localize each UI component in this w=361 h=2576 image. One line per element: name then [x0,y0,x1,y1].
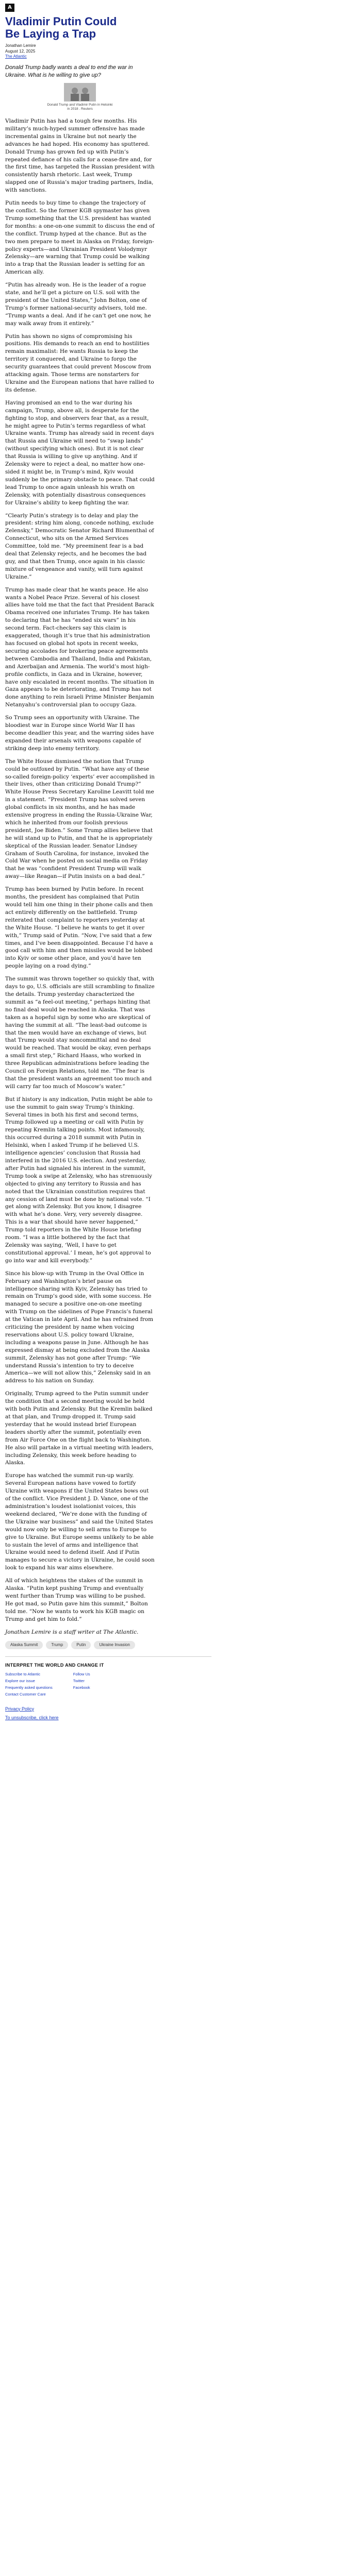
paragraph: Vladimir Putin has had a tough few months. His military’s much-hyped summer offensive has made incremental gains in Ukraine but not nearly the advances he had hoped. His economy has sputtered. Donald Trump has grown fed up with Putin’s repeated defiance of his calls for a cease-fire and, for the first time, has targeted the Russian president with consistently harsh rhetoric. Last week, Trump slapped one of Russia’s major trading partners, India, with sanctions. [5,118,155,194]
paragraph: All of which heightens the stakes of the summit in Alaska. “Putin kept pushing Trump and eventually went further than Trump was willing to be pushed. He got mad, so Putin gave him this summit,” Bolton told me. “Now he wants to work his KGB magic on Trump and get him to fold.” [5,1578,148,1622]
author-note: Jonathan Lemire is a staff writer at The Atlantic. [5,1629,139,1635]
photo-placeholder-icon [64,83,95,101]
byline [5,43,356,59]
tag-chip[interactable]: Alaska Summit [5,1641,43,1649]
privacy-policy-link[interactable]: Privacy Policy [5,1706,35,1711]
legal-links [5,1706,356,1721]
paragraph: Since his blow-up with Trump in the Oval Office in February and Washington’s brief pause on intelligence sharing with Kyiv, Zelensky has tried to remain on Trump’s good side, with some success. He managed to secure a positive one-on-one meeting with Trump on the sidelines of Pope Francis’s funeral at the Vatican in late April. And he has refrained from criticizing the president by name when voicing reservations about U.S. policy toward Ukraine, including a weapons pause in June. Although he has expressed dismay at being excluded from the Alaska summit, Zelensky has not gone after Trump: “We understand Russia’s intention to try to deceive America—we will not allow this,” Zelensky said in an address to his nation on Sunday. [5,1270,154,1384]
article-subhead: Donald Trump badly wants a deal to end the war in Ukraine. What is he willing to give up? [5,64,133,79]
hero-image [64,83,96,101]
unsubscribe-link[interactable]: To unsubscribe, click here [5,1715,59,1720]
paragraph: “Clearly Putin’s strategy is to delay and play the president: string him along, concede nothing, exclude Zelensky,” Democratic Senator Richard Blumenthal of Connecticut, who sits on the Armed Services Committee, told me. “My preeminent fear is a bad deal that Zelensky rejects, and he becomes the bad guy, and that then Trump, once again in his classic mixture of vengeance and vanity, will turn against Ukraine.” [5,512,154,580]
paragraph: Trump has been burned by Putin before. In recent months, the president has complained that Putin would tell him one thing in their phone calls and then act entirely differently on the battlefield. Trump reiterated that complaint to reporters yesterday at the White House. “I believe he wants to get it over with,” Trump said of Putin. “Now, I’ve said that a few times, and I’ve been disappointed. Because I’d have a good call with him and then missiles would be lobbed into Kyiv or some other place, and you’d have ten people laying on a road dying.” [5,886,153,970]
publication-link[interactable]: The Atlantic [5,54,27,59]
publish-date: August 12, 2025 [5,48,36,54]
footer-link-facebook[interactable]: Facebook [73,1685,90,1690]
tag-chip[interactable]: Putin [71,1641,91,1649]
footer-col-social [73,1672,90,1698]
newsletter-footer [5,1656,211,1698]
paragraph: Europe has watched the summit run-up warily. Several European nations have vowed to fortify Ukraine with weapons if the United States bows out of the conflict. Vice President J. D. Vance, one of the administration’s loudest isolationist voices, this weekend declared, “We’re done with the funding of the Ukraine war business” and said the United States would now only be willing to sell arms to Europe to give to Ukraine. But Europe seems unlikely to be able to sustain the level of arms and intelligence that Ukraine would need to defend itself. And if Putin manages to secure a victory in Ukraine, he could soon look to expand his war aims elsewhere. [5,1472,155,1571]
paragraph: Originally, Trump agreed to the Putin summit under the condition that a second meeting would be held with both Putin and Zelensky. But the Kremlin balked at that plan, and Trump dropped it. Trump said yesterday that he would instead brief European leaders shortly after the summit, potentially even from Air Force One on the flight back to Washington. He also will partake in a virtual meeting with leaders, including Zelensky, this week before heading to Alaska. [5,1391,154,1466]
article-headline: Vladimir Putin Could Be Laying a Trap [5,15,117,41]
paragraph: Putin has shown no signs of compromising his positions. His demands to reach an end to hostilities remain maximalist: He wants Russia to keep the territory it conquered, and Ukraine to forgo the security guarantees that could prevent Moscow from attacking again. Those terms are nonstarters for Ukraine and the European nations that have rallied to its defense. [5,333,154,393]
paragraph: Having promised an end to the war during his campaign, Trump, above all, is desperate for the fighting to stop, and observers fear that, as a result, he might agree to Putin’s terms regardless of what Ukraine wants. Trump has already said in recent days that Russia and Ukraine will need to “swap lands” (without specifying which ones). But it is not clear that Russia is willing to give up anything. And if Zelensky were to reject a deal, no matter how one-sided it might be, in Trump’s mind, Kyiv would suddenly be the primary obstacle to peace. That could lead Trump to once again unleash his wrath on Zelensky, with potentially disastrous consequences for Ukraine’s ability to keep fighting the war. [5,399,155,506]
footer-col-subscribe [5,1672,53,1698]
logo-bar [5,3,356,12]
hero-figure [5,83,155,111]
tag-chip[interactable]: Ukraine Invasion [94,1641,135,1649]
footer-columns [5,1672,211,1698]
author-name: Jonathan Lemire [5,43,36,48]
atlantic-logo[interactable]: A [5,4,14,12]
paragraph: “Putin has already won. He is the leader of a rogue state, and he’ll get a picture on U.S. soil with the president of the United States,” John Bolton, one of Trump’s former national-security advisers, told me. “Trump wants a deal. And if he can’t get one now, he may walk away from it entirely.” [5,282,151,327]
footer-link-faq[interactable]: Frequently asked questions [5,1685,53,1690]
paragraph: But if history is any indication, Putin might be able to use the summit to gain sway Trump’s thinking. Several times in both his first and second terms, Trump followed up a meeting or call with Putin by repeating Kremlin talking points. Most infamously, this occurred during a 2018 summit with Putin in Helsinki, when I asked Trump if he believed U.S. intelligence agencies’ conclusion that Russia had interfered in the 2016 U.S. election. And yesterday, after Putin had signaled his interest in the summit, Trump took a swipe at Zelensky, who has strenuously objected to giving any territory to Russia and has noted that the Ukrainian constitution requires that any cession of land must be done by national vote. “I get along with Zelensky. But you know, I disagree with what he’s done. Very, very severely disagree. This is a war that should have never happened,” Trump told reporters in the White House briefing room. “I was a little bothered by the fact that Zelensky was saying, ‘Well, I have to get constitutional approval.’ I mean, he’s got approval to go into war and kill everybody.” [5,1096,153,1264]
paragraph: The White House dismissed the notion that Trump could be outfoxed by Putin. “What have any of these so-called foreign-policy ‘experts’ ever accomplished in their lives, other than criticizing Donald Trump?” White House Press Secretary Karoline Leavitt told me in a statement. “President Trump has solved seven global conflicts in six months, and he has made extensive progress in ending the Russia-Ukraine War, which he inherited from our foolish previous president, Joe Biden.” Some Trump allies believe that he will stand up to Putin, and that he is appropriately skeptical of the Russian leader. Senator Lindsey Graham of South Carolina, for instance, invoked the Cold War when he posted on social media on Friday that he was “confident President Trump will walk away—like Reagan—if Putin insists on a bad deal.” [5,758,155,880]
tag-chip[interactable]: Trump [46,1641,68,1649]
paragraph: Putin needs to buy time to change the trajectory of the conflict. So the former KGB spymaster has given Trump something that the U.S. president has wanted for months: a one-on-one summit to discuss the end of the conflict. Trump hyped at the chance. But as the two men prepare to meet in Alaska on Friday, foreign-policy experts—and Ukrainian President Volodymyr Zelensky—are warning that Trump could be walking into a trap that the Russian leader is setting for an American ally. [5,200,155,276]
footer-link-issue[interactable]: Explore our issue [5,1679,35,1683]
footer-link-follow[interactable]: Follow Us [73,1672,90,1677]
article-body [5,117,155,1636]
footer-title: INTERPRET THE WORLD AND CHANGE IT [5,1663,104,1668]
footer-link-subscribe[interactable]: Subscribe to Atlantic [5,1672,40,1677]
paragraph: The summit was thrown together so quickly that, with days to go, U.S. officials are still scrambling to finalize the details. Trump yesterday characterized the summit as “a feel-out meeting,” perhaps hinting that no final deal would be reached in Alaska. That was taken as a hopeful sign by some who are skeptical of having the summit at all. “The least-bad outcome is that the men would have an exchange of views, but that Trump would stay noncommittal and no deal would be reached. That would be okay, even perhaps a small first step,” Richard Haass, who worked in three Republican administrations before leading the Council on Foreign Relations, told me. “The fear is that the president wants an agreement too much and will carry far too much of Moscow’s water.” [5,976,155,1090]
paragraph: So Trump sees an opportunity with Ukraine. The bloodiest war in Europe since World War II has become deadlier this year, and the warring sides have expanded their arsenals with weapons capable of striking deep into enemy territory. [5,715,154,752]
paragraph: Trump has made clear that he wants peace. He also wants a Nobel Peace Prize. Several of his closest allies have told me that the fact that President Barack Obama received one infuriates Trump. He has taken to declaring that he has “ended six wars” in his second term. Fact-checkers say this claim is exaggerated, though it’s true that his administration has focused on global hot spots in recent weeks, securing accolades for brokering peace agreements between Cambodia and Thailand, India and Pakistan, and Azerbaijan and Armenia. The world’s most high-profile conflicts, in Gaza and in Ukraine, however, have only escalated in recent months. The situation in Gaza appears to be deteriorating, and Trump has not done anything to rein Israeli Prime Minister Benjamin Netanyahu’s controversial plan to occupy Gaza. [5,586,154,708]
topic-tags [5,1641,160,1649]
footer-link-twitter[interactable]: Twitter [73,1679,85,1683]
footer-link-care[interactable]: Contact Customer Care [5,1691,46,1697]
image-caption: Donald Trump and Vladimir Putin in Helsinki in 2018 . Reuters [47,103,113,111]
